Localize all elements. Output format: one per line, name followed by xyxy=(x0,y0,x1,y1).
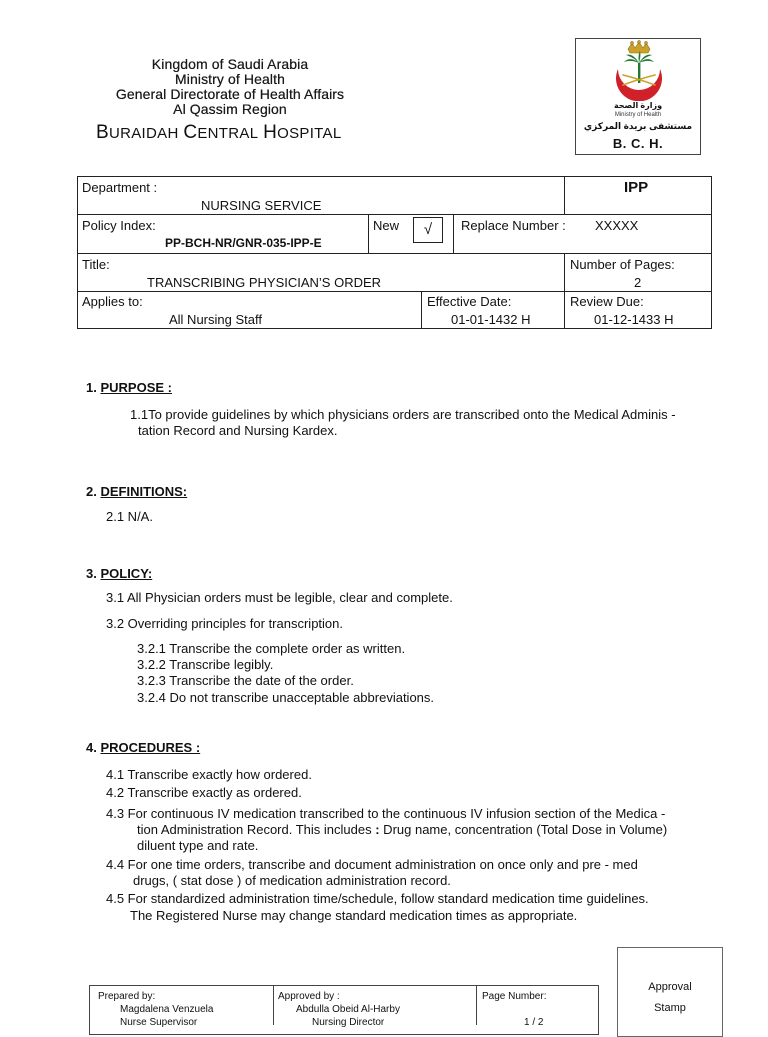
table-col-divider xyxy=(476,985,477,1025)
header-directorate: General Directorate of Health Affairs xyxy=(115,86,345,102)
review-due-label: Review Due: xyxy=(570,294,644,309)
procedure-line: 4.5 For standardized administration time/schedule, follow standard medication time guidelines. xyxy=(106,891,649,906)
approved-by-label: Approved by : xyxy=(278,991,340,1002)
stamp-label-1: Approval xyxy=(648,981,692,993)
procedure-line: diluent type and rate. xyxy=(137,838,259,853)
approved-by-name: Abdulla Obeid Al-Harby xyxy=(296,1004,400,1015)
procedure-line: 4.4 For one time orders, transcribe and document administration on once only and pre - med xyxy=(106,857,638,872)
definitions-line: 2.1 N/A. xyxy=(106,509,153,524)
section-policy-heading: 3. POLICY: xyxy=(86,566,153,581)
procedure-line: drugs, ( stat dose ) of medication administration record. xyxy=(133,873,451,888)
policy-line: 3.2.1 Transcribe the complete order as written. xyxy=(137,641,406,656)
page-number-value: 1 / 2 xyxy=(524,1017,544,1028)
table-col-divider xyxy=(564,176,565,215)
page-number-label: Page Number: xyxy=(482,991,547,1002)
section-procedures-heading: 4. PROCEDURES : xyxy=(86,740,201,755)
header-region: Al Qassim Region xyxy=(173,101,287,117)
hospital-logo-box xyxy=(575,38,701,155)
logo-arabic-ministry: وزارة الصحة xyxy=(613,101,663,110)
prepared-by-role: Nurse Supervisor xyxy=(120,1017,198,1028)
table-col-divider xyxy=(368,214,369,253)
policy-line: 3.2.3 Transcribe the date of the order. xyxy=(137,673,354,688)
policy-index-label: Policy Index: xyxy=(82,218,156,233)
hospital-name: BURAIDAH CENTRAL HOSPITAL xyxy=(96,122,342,143)
procedure-line: 4.2 Transcribe exactly as ordered. xyxy=(106,785,302,800)
stamp-label-2: Stamp xyxy=(654,1002,686,1014)
table-col-divider xyxy=(564,253,565,329)
procedure-line: The Registered Nurse may change standard medication times as appropriate. xyxy=(130,908,578,923)
policy-index-value: PP-BCH-NR/GNR-035-IPP-E xyxy=(165,236,322,250)
procedure-line: 4.3 For continuous IV medication transcribed to the continuous IV infusion section of the Medica - xyxy=(106,806,666,821)
approved-by-role: Nursing Director xyxy=(312,1017,385,1028)
effective-date-label: Effective Date: xyxy=(427,294,512,309)
logo-arabic-hospital: مستشفى بريدة المركزي xyxy=(583,121,693,131)
title-label: Title: xyxy=(82,257,110,272)
policy-line: 3.1 All Physician orders must be legible, clear and complete. xyxy=(106,590,453,605)
prepared-by-name: Magdalena Venzuela xyxy=(120,1004,214,1015)
applies-to-label: Applies to: xyxy=(82,294,143,309)
purpose-line: 1.1To provide guidelines by which physicians orders are transcribed onto the Medical Adminis - xyxy=(130,407,676,422)
procedure-line: tion Administration Record. This includes : Drug name, concentration (Total Dose in Volume) xyxy=(137,822,668,837)
table-row-divider xyxy=(77,253,712,254)
ministry-emblem-icon xyxy=(576,39,702,101)
review-due-value: 01-12-1433 H xyxy=(594,312,674,327)
replace-number-value: XXXXX xyxy=(595,218,639,233)
number-of-pages-label: Number of Pages: xyxy=(570,257,675,272)
table-col-divider xyxy=(453,214,454,253)
table-row-divider xyxy=(77,214,712,215)
table-col-divider xyxy=(421,291,422,329)
section-definitions-heading: 2. DEFINITIONS: xyxy=(86,484,188,499)
effective-date-value: 01-01-1432 H xyxy=(451,312,531,327)
prepared-by-label: Prepared by: xyxy=(98,991,156,1002)
section-purpose-heading: 1. PURPOSE : xyxy=(86,380,172,395)
table-col-divider xyxy=(273,985,274,1025)
replace-number-label: Replace Number : xyxy=(461,218,566,233)
header-country: Kingdom of Saudi Arabia xyxy=(151,56,309,72)
number-of-pages-value: 2 xyxy=(634,275,642,290)
department-value: NURSING SERVICE xyxy=(201,198,322,213)
logo-abbreviation: B. C. H. xyxy=(612,136,664,151)
purpose-line: tation Record and Nursing Kardex. xyxy=(138,423,338,438)
applies-to-value: All Nursing Staff xyxy=(169,312,262,327)
new-checkbox: √ xyxy=(413,217,443,243)
table-row-divider xyxy=(77,291,712,292)
policy-line: 3.2.2 Transcribe legibly. xyxy=(137,657,274,672)
procedure-line: 4.1 Transcribe exactly how ordered. xyxy=(106,767,312,782)
header-ministry: Ministry of Health xyxy=(175,71,285,87)
new-label: New xyxy=(373,218,400,233)
title-value: TRANSCRIBING PHYSICIAN’S ORDER xyxy=(147,275,382,290)
policy-line: 3.2.4 Do not transcribe unacceptable abbreviations. xyxy=(137,690,435,705)
department-label: Department : xyxy=(82,180,158,195)
policy-line: 3.2 Overriding principles for transcription. xyxy=(106,616,343,631)
logo-english-ministry: Ministry of Health xyxy=(614,112,662,118)
ipp-label: IPP xyxy=(624,179,649,196)
